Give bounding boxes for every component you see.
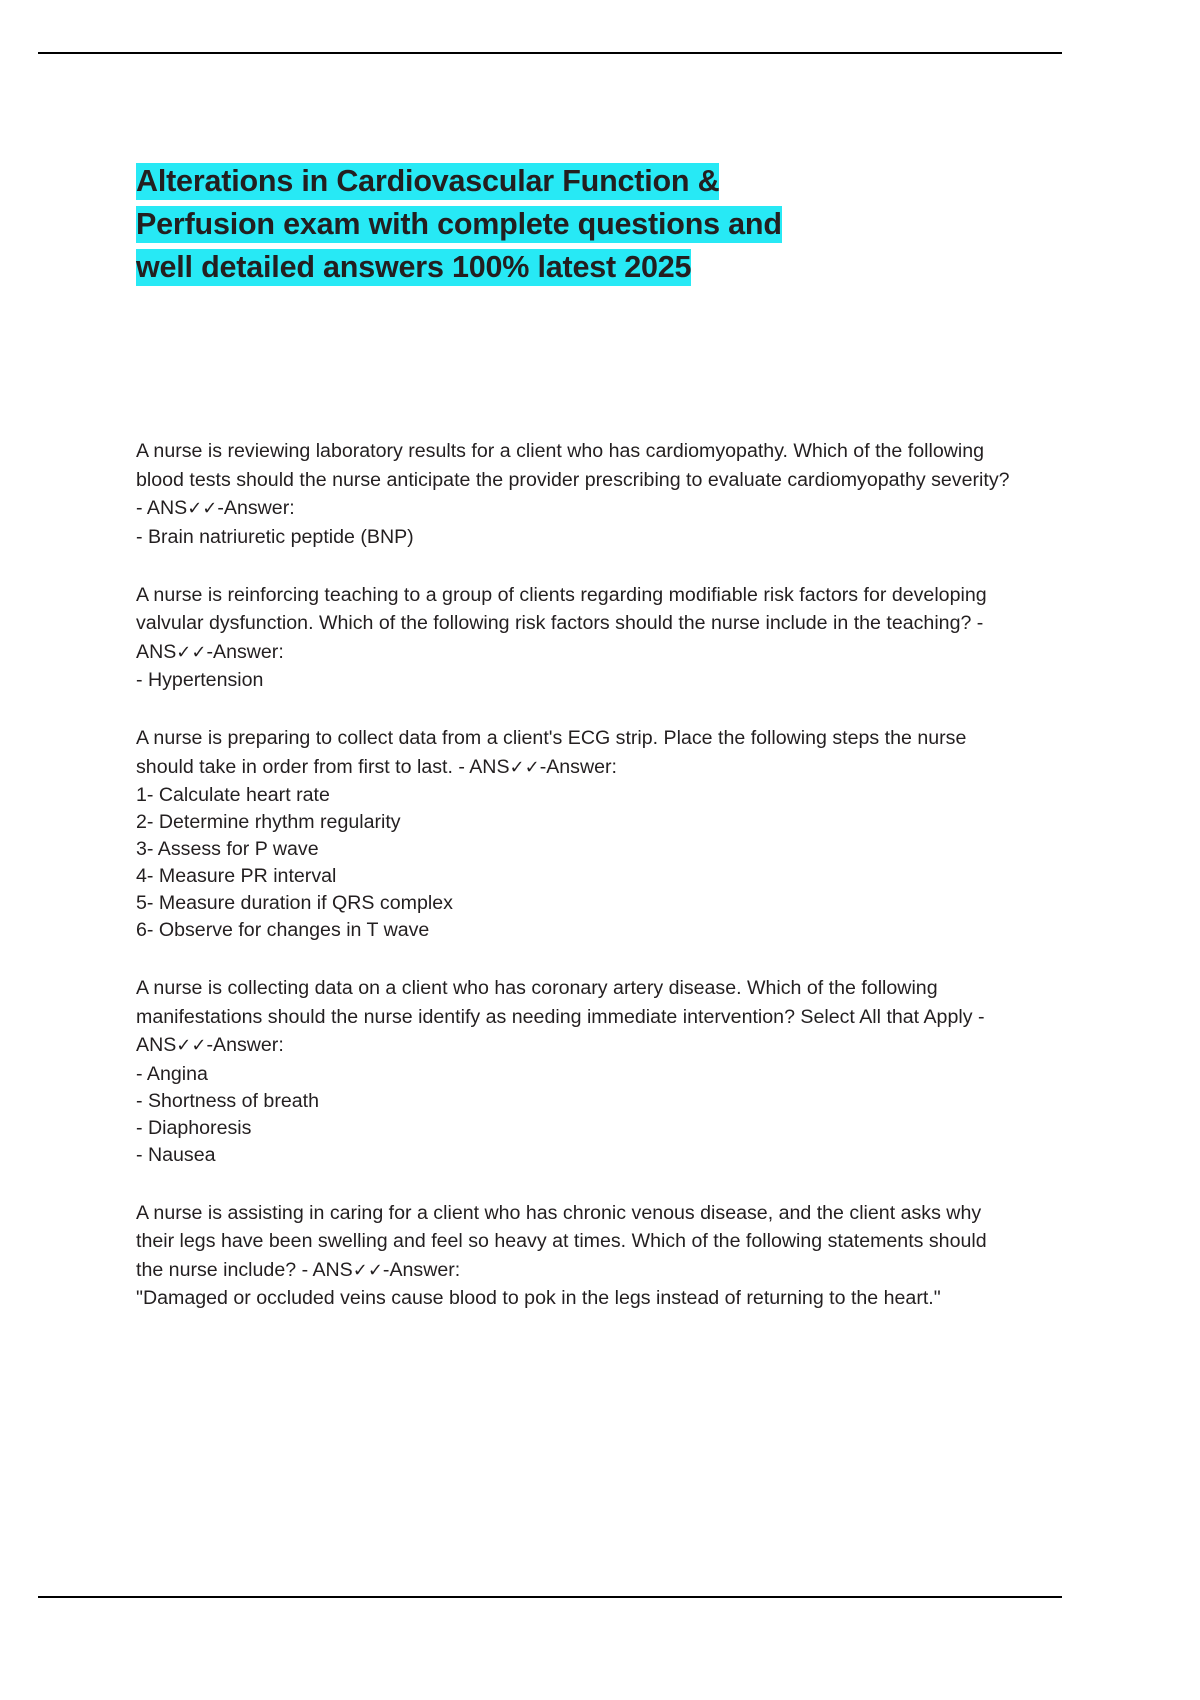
check-icon: ✓✓ [176, 1035, 207, 1056]
answer-label: -Answer: [217, 497, 295, 519]
answer-line: 4- Measure PR interval [136, 865, 337, 887]
answer-label: -Answer: [382, 1258, 461, 1281]
answer-line: 5- Measure duration if QRS complex [136, 892, 453, 914]
title-line-1: Alterations in Cardiovascular Function & [136, 164, 720, 198]
answer-line: - Angina [136, 1062, 208, 1085]
answer-label: -Answer: [206, 1034, 284, 1056]
title-line-3: well detailed answers 100% latest 2025 [136, 250, 692, 284]
question-text [136, 437, 1012, 524]
title-line-2: Perfusion exam with complete questions and [136, 207, 782, 241]
qa-item [136, 437, 1012, 551]
answer-marker [510, 756, 617, 778]
question-text [136, 1199, 1012, 1286]
check-icon: ✓✓ [352, 1259, 383, 1281]
answer-marker [187, 497, 294, 519]
answer-marker [176, 641, 283, 663]
answer-line: 3- Assess for P wave [136, 838, 319, 860]
answer-line: 1- Calculate heart rate [136, 784, 330, 806]
answer-line: - Shortness of breath [136, 1089, 319, 1112]
header-divider [38, 52, 1062, 54]
document-content [136, 160, 1012, 1312]
answer-line: 6- Observe for changes in T wave [136, 919, 430, 941]
check-icon: ✓✓ [176, 641, 207, 663]
question-body: A nurse is reviewing laboratory results for a client who has cardiomyopathy. Which of the following blood tests should the nurse anticipate the provider prescribing to evaluate cardiomyopathy severity? - ANS [136, 440, 1010, 519]
qa-list [136, 437, 1012, 1312]
answer-label: -Answer: [206, 640, 284, 663]
answer-line: 2- Determine rhythm regularity [136, 811, 401, 833]
answer-line: - Nausea [136, 1143, 216, 1166]
question-body: A nurse is assisting in caring for a client who has chronic venous disease, and the client asks why their legs have been swelling and feel so heavy at times. Which of the following statements should the nurse include? - ANS [136, 1201, 987, 1281]
check-icon: ✓✓ [509, 756, 540, 778]
answer-line: "Damaged or occluded veins cause blood to pok in the legs instead of returning to the heart." [136, 1287, 941, 1309]
qa-item [136, 724, 1012, 944]
qa-item [136, 581, 1012, 695]
footer-divider [38, 1596, 1062, 1598]
question-text [136, 581, 1012, 668]
question-body: A nurse is preparing to collect data from a client's ECG strip. Place the following steps the nurse should take in order from first to last. - ANS [136, 727, 967, 778]
answer-marker [176, 1034, 283, 1056]
answer-marker [353, 1259, 460, 1281]
qa-item [136, 1199, 1012, 1313]
answer-label: -Answer: [539, 755, 617, 778]
question-body: A nurse is reinforcing teaching to a group of clients regarding modifiable risk factors for developing valvular dysfunction. Which of the following risk factors should the nurse include in the teaching? - ANS [136, 583, 987, 663]
question-body: A nurse is collecting data on a client who has coronary artery disease. Which of the following manifestations should the nurse identify as needing immediate intervention? Select All that Apply - ANS [136, 977, 985, 1056]
question-text [136, 724, 1012, 782]
answer-line: - Brain natriuretic peptide (BNP) [136, 525, 414, 548]
answer-line: - Hypertension [136, 669, 264, 691]
page-title [136, 160, 1012, 289]
answer-line: - Diaphoresis [136, 1116, 252, 1139]
qa-item [136, 974, 1012, 1169]
check-icon: ✓✓ [187, 498, 218, 519]
question-text [136, 974, 1012, 1061]
